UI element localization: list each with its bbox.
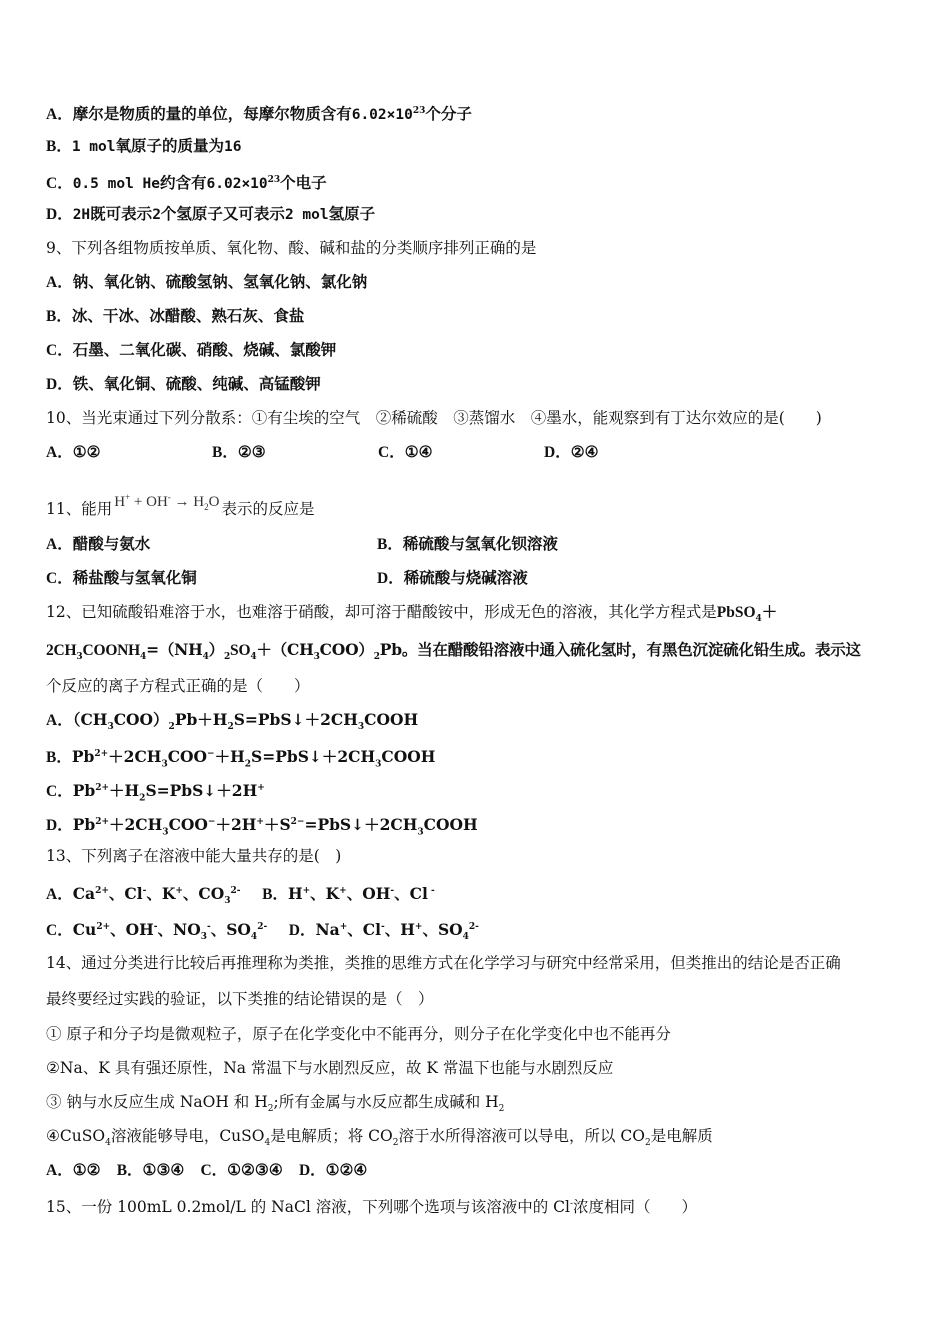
q11-stem: 11、能用 $H^+ + OH^- \to H_2O$ 表示的反应是 [46, 486, 315, 508]
q9-option-b: B．冰、干冰、冰醋酸、熟石灰、食盐 [46, 306, 305, 325]
q11-options-row1 [46, 533, 558, 555]
q14-item-4: ④CuSO$_4$溶液能够导电，CuSO$_4$是电解质；将 $CO_2$溶于水所得溶液可以导电，所以 $CO_2$是电解质 [46, 1127, 713, 1149]
q13-option-b: B．H+、K+、OH-、Cl - [262, 884, 435, 904]
q12-stem-line1: 12、已知硫酸铅难溶于水，也难溶于硝酸，却可溶于醋酸铵中，形成无色的溶液，其化学方程式是PbSO$_4$＋ [46, 602, 778, 625]
q9-option-a: A．钠、氧化钠、硫酸氢钠、氢氧化钠、氯化钠 [46, 272, 368, 291]
q10-option-b: B．②③ [212, 442, 266, 461]
ionic-equation: $H^+ + OH^- \to H_2O$ [114, 492, 220, 512]
q14-stem-line1: 14、通过分类进行比较后再推理称为类推，类推的思维方式在化学学习与研究中经常采用，但类推出的结论是否正确 [46, 954, 841, 972]
q13-options-row1 [46, 880, 435, 907]
q9-option-d: D．铁、氧化铜、硫酸、纯碱、高锰酸钾 [46, 374, 321, 393]
q13-option-c: C．$Cu^{2+}$、OH-、$NO_3^-$、$SO_4^{2-}$ [46, 920, 268, 943]
q14-item-1: ① 原子和分子均是微观粒子，原子在化学变化中不能再分，则分子在化学变化中也不能再分 [46, 1025, 671, 1043]
q8-option-a: A．摩尔是物质的量的单位，每摩尔物质含有$6.02\times 10^{23}$个分子 [46, 104, 472, 124]
q10-option-c: C．①④ [378, 442, 433, 461]
q12-option-d: D．$Pb^{2+}+2CH_3COO^-+2H^++S^{2-}=PbS↓+2CH_3COOH$ [46, 815, 478, 838]
q8-option-b: B．1 mol氧原子的质量为16 [46, 136, 242, 155]
q9-option-c: C．石墨、二氧化碳、硝酸、烧碱、氯酸钾 [46, 340, 337, 359]
q14-item-3: ③ 钠与水反应生成 NaOH 和 $H_2$;所有金属与水反应都生成碱和 $H_2$ [46, 1093, 505, 1115]
q11-option-d: D．稀硫酸与烧碱溶液 [377, 568, 528, 587]
q10-options [46, 441, 599, 463]
q14-option-c: C．①②③④ [200, 1160, 283, 1179]
q15-stem: 15、一份 100mL 0.2mol/L 的 NaCl 溶液，下列哪个选项与该溶液中的 Cl-浓度相同（ ） [46, 1198, 698, 1217]
q13-stem: 13、下列离子在溶液中能大量共存的是( ) [46, 847, 342, 865]
q13-options-row2 [46, 916, 479, 943]
q10-option-a: A．①② [46, 442, 101, 461]
q11-option-c: C．稀盐酸与氢氧化铜 [46, 568, 197, 587]
q12-option-a: A．$(CH_3COO)_2Pb+H_2S=PbS↓+2CH_3COOH$ [46, 710, 419, 733]
q8-option-d: D．2H既可表示2个氢原子又可表示2 mol氢原子 [46, 204, 376, 223]
q12-stem-line3: 个反应的离子方程式正确的是（ ） [46, 677, 310, 695]
q9-stem: 9、下列各组物质按单质、氧化物、酸、碱和盐的分类顺序排列正确的是 [46, 239, 537, 257]
q12-option-c: C．$Pb^{2+}+H_2S=PbS↓+2H^+$ [46, 781, 265, 804]
q13-option-d: D．Na+、Cl-、H+、$SO_4^{2-}$ [288, 920, 479, 943]
q12-stem-line2: $2CH_3COONH_4=(NH_4)_2SO_4+(CH_3COO)_2Pb$。当在醋酸铅溶液中通入硫化氢时，有黑色沉淀硫化铅生成。表示这 [46, 640, 861, 663]
q13-option-a: A．$Ca^{2+}$、Cl-、K+、$CO_3^{2-}$ [46, 884, 241, 907]
q11-options-row2 [46, 567, 528, 589]
q10-stem: 10、当光束通过下列分散系：①有尘埃的空气 ②稀硫酸 ③蒸馏水 ④墨水，能观察到有丁达尔效应的是( ) [46, 409, 822, 427]
q14-option-d: D．①②④ [298, 1160, 368, 1179]
q11-option-b: B．稀硫酸与氢氧化钡溶液 [377, 534, 558, 553]
q14-stem-line2: 最终要经过实践的验证，以下类推的结论错误的是（ ） [46, 990, 434, 1008]
q8-option-c: C．0.5 mol He约含有$6.02\times 10^{23}$个电子 [46, 173, 327, 193]
q12-option-b: B．$Pb^{2+}+2CH_3COO^-+H_2S=PbS↓+2CH_3COOH$ [46, 747, 436, 770]
q11-option-a: A．醋酸与氨水 [46, 534, 151, 553]
q14-option-b: B．①③④ [116, 1160, 185, 1179]
q14-option-a: A．①② [46, 1160, 101, 1179]
q14-options [46, 1159, 367, 1181]
q14-item-2: ②Na、K 具有强还原性，Na 常温下与水剧烈反应，故 K 常温下也能与水剧烈反应 [46, 1059, 614, 1077]
q10-option-d: D．②④ [544, 442, 599, 461]
